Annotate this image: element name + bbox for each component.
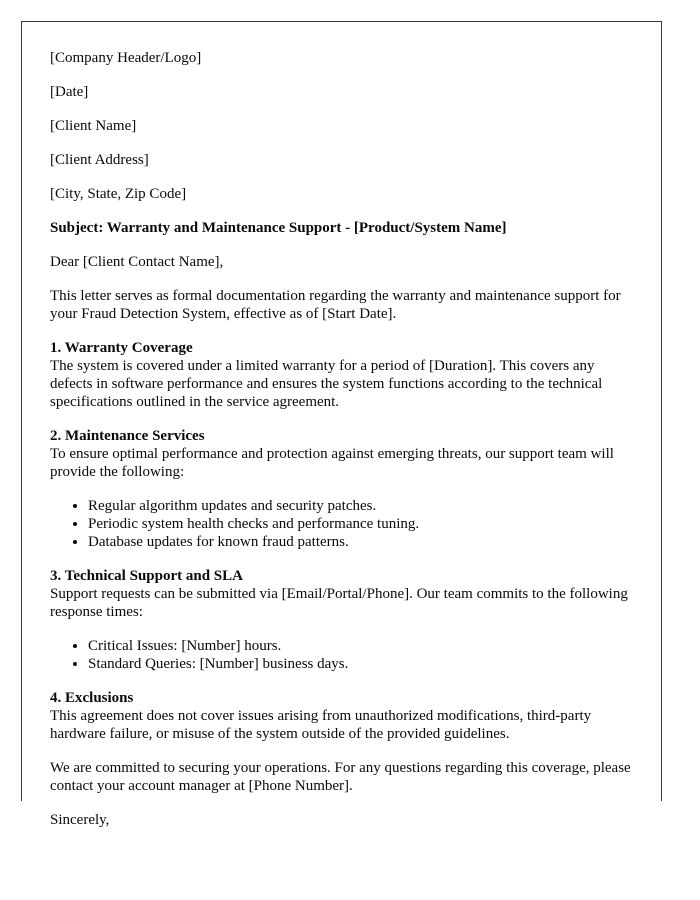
letter-section <box>50 427 632 551</box>
date-line: [Date] <box>50 84 89 100</box>
recipient-block <box>50 117 632 203</box>
section-heading: 1. Warranty Coverage <box>50 340 193 356</box>
letter-sections <box>50 339 632 743</box>
letter-section <box>50 567 632 673</box>
recipient-city-line: [City, State, Zip Code] <box>50 186 187 202</box>
letter-section <box>50 689 632 743</box>
bullet-list <box>50 637 632 673</box>
section-paragraph: This agreement does not cover issues arising from unauthorized modifications, third-party hardware failure, or misuse of the system outside of the provided guidelines. <box>50 708 592 742</box>
salutation: Dear [Client Contact Name], <box>50 254 224 270</box>
section-heading: 2. Maintenance Services <box>50 428 205 444</box>
section-paragraph: The system is covered under a limited warranty for a period of [Duration]. This covers any defects in software performance and ensures the system functions according to the technical specifications outlined in the service agreement. <box>50 358 603 410</box>
bullet-item: • Periodic system health checks and performance tuning. <box>88 515 632 533</box>
subject-line: Subject: Warranty and Maintenance Support - [Product/System Name] <box>50 220 507 236</box>
intro-paragraph: This letter serves as formal documentation regarding the warranty and maintenance support for your Fraud Detection System, effective as of [Start Date]. <box>50 288 621 322</box>
bullet-item: • Database updates for known fraud patterns. <box>88 533 632 551</box>
bullet-item: • Standard Queries: [Number] business days. <box>88 655 632 673</box>
signoff: Sincerely, <box>50 812 110 828</box>
bullet-list <box>50 497 632 551</box>
company-header-placeholder: [Company Header/Logo] <box>50 50 202 66</box>
letter-page-frame <box>21 21 662 828</box>
section-paragraph: To ensure optimal performance and protection against emerging threats, our support team will provide the following: <box>50 446 614 480</box>
section-paragraph: Support requests can be submitted via [Email/Portal/Phone]. Our team commits to the following response times: <box>50 586 628 620</box>
section-heading: 3. Technical Support and SLA <box>50 568 243 584</box>
recipient-name-line: [Client Name] <box>50 118 137 134</box>
recipient-address-line: [Client Address] <box>50 152 149 168</box>
letter-section <box>50 339 632 411</box>
section-heading: 4. Exclusions <box>50 690 134 706</box>
letter-body <box>50 49 632 829</box>
bullet-item: • Critical Issues: [Number] hours. <box>88 637 632 655</box>
bullet-item: • Regular algorithm updates and security patches. <box>88 497 632 515</box>
closing-paragraph: We are committed to securing your operations. For any questions regarding this coverage, please contact your account manager at [Phone Number]. <box>50 760 631 794</box>
